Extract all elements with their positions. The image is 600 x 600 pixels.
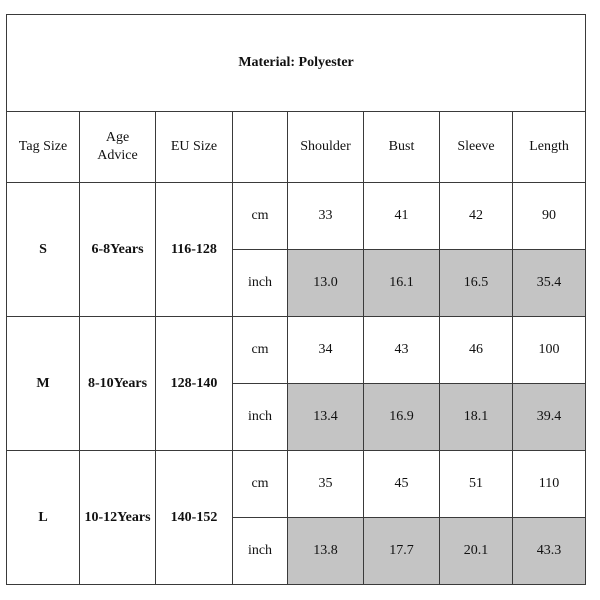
shoulder-cell: 34 — [288, 317, 364, 384]
unit-cell: inch — [233, 518, 288, 585]
table-title: Material: Polyester — [7, 15, 586, 112]
length-cell: 43.3 — [513, 518, 586, 585]
shoulder-cell: 33 — [288, 183, 364, 250]
sleeve-cell: 16.5 — [440, 250, 513, 317]
bust-cell: 43 — [364, 317, 440, 384]
bust-cell: 41 — [364, 183, 440, 250]
age-advice-cell: 6-8Years — [80, 183, 156, 317]
header-tag-size: Tag Size — [7, 112, 80, 183]
table-row — [7, 317, 586, 384]
bust-cell: 16.1 — [364, 250, 440, 317]
table-row — [7, 451, 586, 518]
header-unit — [233, 112, 288, 183]
length-cell: 90 — [513, 183, 586, 250]
shoulder-cell: 13.4 — [288, 384, 364, 451]
sleeve-cell: 51 — [440, 451, 513, 518]
sleeve-cell: 46 — [440, 317, 513, 384]
eu-size-cell: 116-128 — [156, 183, 233, 317]
unit-cell: cm — [233, 451, 288, 518]
length-cell: 100 — [513, 317, 586, 384]
bust-cell: 16.9 — [364, 384, 440, 451]
unit-cell: inch — [233, 384, 288, 451]
tag-size-cell: L — [7, 451, 80, 585]
tag-size-cell: S — [7, 183, 80, 317]
header-row — [7, 112, 586, 183]
header-age-advice-line2: Advice — [97, 148, 138, 163]
bust-cell: 45 — [364, 451, 440, 518]
header-age-advice — [80, 112, 156, 183]
eu-size-cell: 140-152 — [156, 451, 233, 585]
length-cell: 39.4 — [513, 384, 586, 451]
sleeve-cell: 18.1 — [440, 384, 513, 451]
size-chart-table — [6, 14, 586, 585]
unit-cell: cm — [233, 183, 288, 250]
bust-cell: 17.7 — [364, 518, 440, 585]
tag-size-cell: M — [7, 317, 80, 451]
unit-cell: inch — [233, 250, 288, 317]
header-sleeve: Sleeve — [440, 112, 513, 183]
shoulder-cell: 35 — [288, 451, 364, 518]
length-cell: 110 — [513, 451, 586, 518]
sleeve-cell: 20.1 — [440, 518, 513, 585]
header-age-advice-line1: Age — [105, 130, 130, 145]
age-advice-cell: 10-12Years — [80, 451, 156, 585]
sleeve-cell: 42 — [440, 183, 513, 250]
unit-cell: cm — [233, 317, 288, 384]
header-eu-size: EU Size — [156, 112, 233, 183]
shoulder-cell: 13.0 — [288, 250, 364, 317]
table-row — [7, 183, 586, 250]
eu-size-cell: 128-140 — [156, 317, 233, 451]
shoulder-cell: 13.8 — [288, 518, 364, 585]
header-bust: Bust — [364, 112, 440, 183]
length-cell: 35.4 — [513, 250, 586, 317]
header-shoulder: Shoulder — [288, 112, 364, 183]
age-advice-cell: 8-10Years — [80, 317, 156, 451]
header-length: Length — [513, 112, 586, 183]
